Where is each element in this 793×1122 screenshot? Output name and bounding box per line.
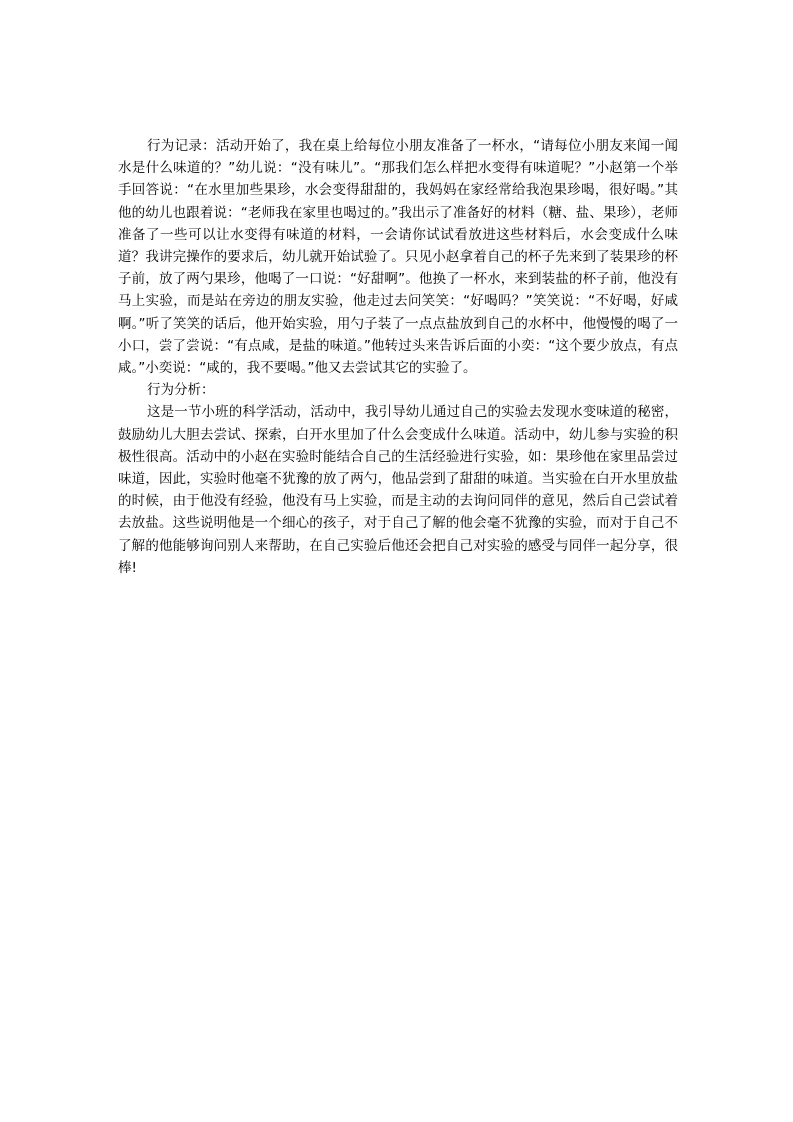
behavior-record-paragraph: 行为记录：活动开始了，我在桌上给每位小朋友准备了一杯水，“请每位小朋友来闻一闻水是什么味道的？”幼儿说：“没有味儿”。“那我们怎么样把水变得有味道呢？”小赵第一个举手回答说：“在水里加些果珍，水会变得甜甜的，我妈妈在家经常给我泡果珍喝，很好喝。”其他的幼儿也跟着说：“老师我在家里也喝过的。”我出示了准备好的材料（糖、盐、果珍），老师准备了一些可以让水变得有味道的材料，一会请你试试看放进这些材料后，水会变成什么味道？我讲完操作的要求后，幼儿就开始试验了。只见小赵拿着自己的杯子先来到了装果珍的杯子前，放了两勺果珍，他喝了一口说：“好甜啊”。他换了一杯水，来到装盐的杯子前，他没有马上实验，而是站在旁边的朋友实验，他走过去问笑笑：“好喝吗？”笑笑说：“不好喝，好咸啊。”听了笑笑的话后，他开始实验，用勺子装了一点点盐放到自己的水杯中，他慢慢的喝了一小口，尝了尝说：“有点咸，是盐的味道。”他转过头来告诉后面的小奕：“这个要少放点，有点咸。”小奕说：“咸的，我不要喝。”他又去尝试其它的实验了。 xyxy=(118,138,678,377)
behavior-analysis-heading: 行为分析： xyxy=(147,382,215,399)
document-page xyxy=(118,135,678,579)
behavior-analysis-paragraph: 这是一节小班的科学活动，活动中，我引导幼儿通过自己的实验去发现水变味道的秘密，鼓励幼儿大胆去尝试、探索，白开水里加了什么会变成什么味道。活动中，幼儿参与实验的积极性很高。活动中的小赵在实验时能结合自己的生活经验进行实验，如：果珍他在家里品尝过味道，因此，实验时他毫不犹豫的放了两勺，他品尝到了甜甜的味道。当实验在白开水里放盐的时候，由于他没有经验，他没有马上实验，而是主动的去询问同伴的意见，然后自己尝试着去放盐。这些说明他是一个细心的孩子，对于自己了解的他会毫不犹豫的实验，而对于自己不了解的他能够询问别人来帮助，在自己实验后他还会把自己对实验的感受与同伴一起分享，很棒! xyxy=(118,404,678,576)
